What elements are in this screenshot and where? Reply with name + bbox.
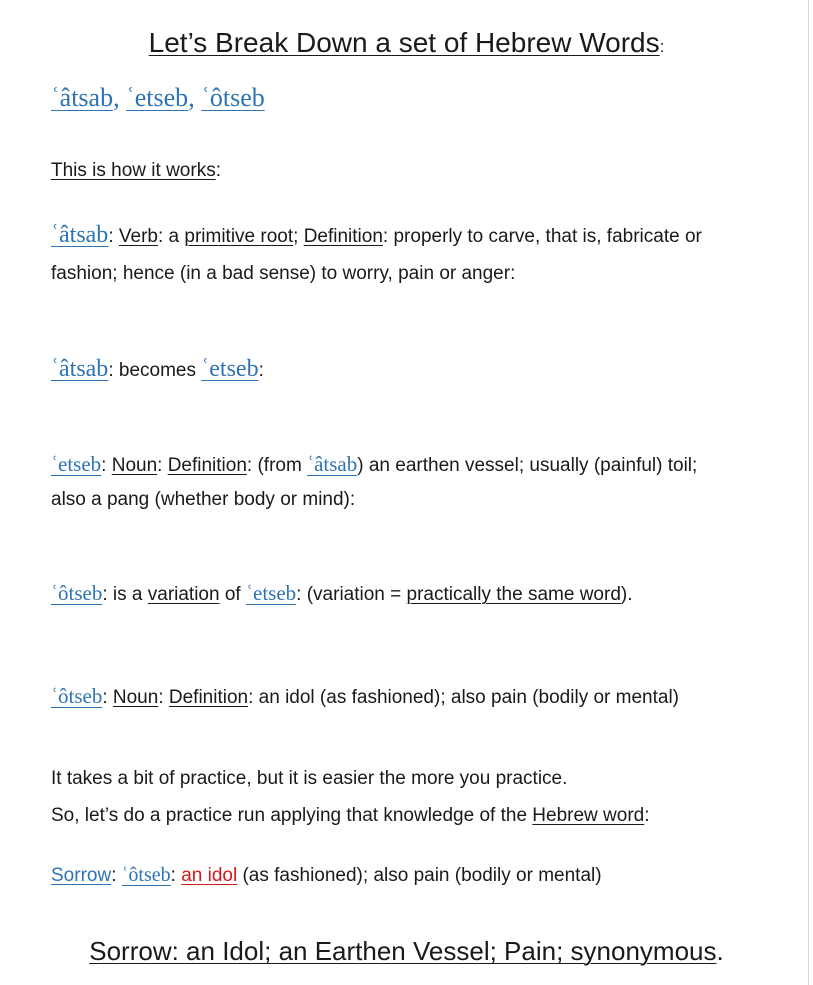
entry-word[interactable]: ʿetseb [51,452,102,476]
variation-text2: of [224,584,241,605]
entry-word[interactable]: ʿôtseb [51,684,103,708]
summary-end: . [716,936,724,966]
definition-text-cont: fashion; hence (in a bad sense) to worry, pain or anger: [51,263,516,284]
example-rest: (as fashioned); also pain (bodily or mental) [242,865,602,886]
summary-line [0,936,813,967]
definition-text: properly to carve, that is, fabricate or [393,226,702,247]
hebrew-word-atsab[interactable]: ʿâtsab [51,356,109,382]
example-line: Sorrow: ʿôtseb: an idol (as fashioned); also pain (bodily or mental) [51,864,602,886]
definition-label: Definition [168,687,249,708]
practice-line-2: So, let’s do a practice run applying that knowledge of the Hebrew word: [51,805,650,826]
becomes-line: ʿâtsab: becomes ʿetseb: [51,356,264,382]
entry-atsab: ʿâtsab: Verb: a primitive root; Definition: properly to carve, that is, fabricate or [51,222,702,248]
root-label: primitive root [184,226,294,247]
pos-label: Noun [112,687,159,708]
hebrew-word-etseb[interactable]: ʿetseb [201,356,259,382]
from-text: (from [257,455,302,476]
entry-article: a [168,226,180,247]
hebrew-word-otseb[interactable]: ʿôtseb [201,83,265,112]
intro-colon: : [215,160,221,181]
definition-label: Definition [167,455,247,476]
separator: , [188,83,202,112]
hebrew-word-atsab[interactable]: ʿâtsab [51,83,114,112]
page-title [0,27,813,59]
becomes-text: becomes [118,360,196,381]
page-edge [808,0,809,985]
variation-end: ). [620,584,633,605]
intro-line [51,160,221,182]
idol-highlight: an idol [181,865,238,886]
entry-otseb: ʿôtseb: Noun: Definition: an idol (as fashioned); also pain (bodily or mental) [51,684,679,708]
definition-text: ) an earthen vessel; usually (painful) toil; [357,455,698,476]
entry-word[interactable]: ʿâtsab [51,222,109,248]
definition-text: an idol (as fashioned); also pain (bodily or mental) [258,687,679,708]
practice-text1: It takes a bit of practice, but it is easier the more you practice. [51,768,568,789]
definition-text-cont: also a pang (whether body or mind): [51,489,356,510]
pos-label: Verb [118,226,158,247]
pos-label: Noun [111,455,158,476]
title-colon: : [659,37,665,56]
intro-text: This is how it works [51,160,216,181]
entry-etseb-cont [51,489,355,511]
practice-text2: So, let’s do a practice run applying that knowledge of the [51,805,528,826]
entry-etseb: ʿetseb: Noun: Definition: (from ʿâtsab) an earthen vessel; usually (painful) toil; [51,452,698,476]
hebrew-word-etseb[interactable]: ʿetseb [126,83,189,112]
variation-line: ʿôtseb: is a variation of ʿetseb: (variation = practically the same word). [51,581,633,605]
variation-phrase: practically the same word [406,584,621,605]
definition-label: Definition [303,226,383,247]
hebrew-words-line [51,82,265,113]
title-text: Let’s Break Down a set of Hebrew Words [148,27,660,58]
variation-text1: is a [112,584,143,605]
hebrew-word-etseb[interactable]: ʿetseb [246,581,297,605]
hebrew-word-label: Hebrew word [532,805,645,826]
practice-line-1 [51,768,567,790]
separator: , [113,83,127,112]
hebrew-word-otseb[interactable]: ʿôtseb [121,864,171,886]
entry-atsab-cont [51,263,515,285]
sorrow-link[interactable]: Sorrow [51,865,112,886]
variation-label: variation [147,584,220,605]
variation-text3: (variation = [306,584,402,605]
hebrew-word-otseb[interactable]: ʿôtseb [51,581,103,605]
summary-text: Sorrow: an Idol; an Earthen Vessel; Pain; synonymous [89,936,717,966]
hebrew-word-atsab[interactable]: ʿâtsab [307,452,358,476]
